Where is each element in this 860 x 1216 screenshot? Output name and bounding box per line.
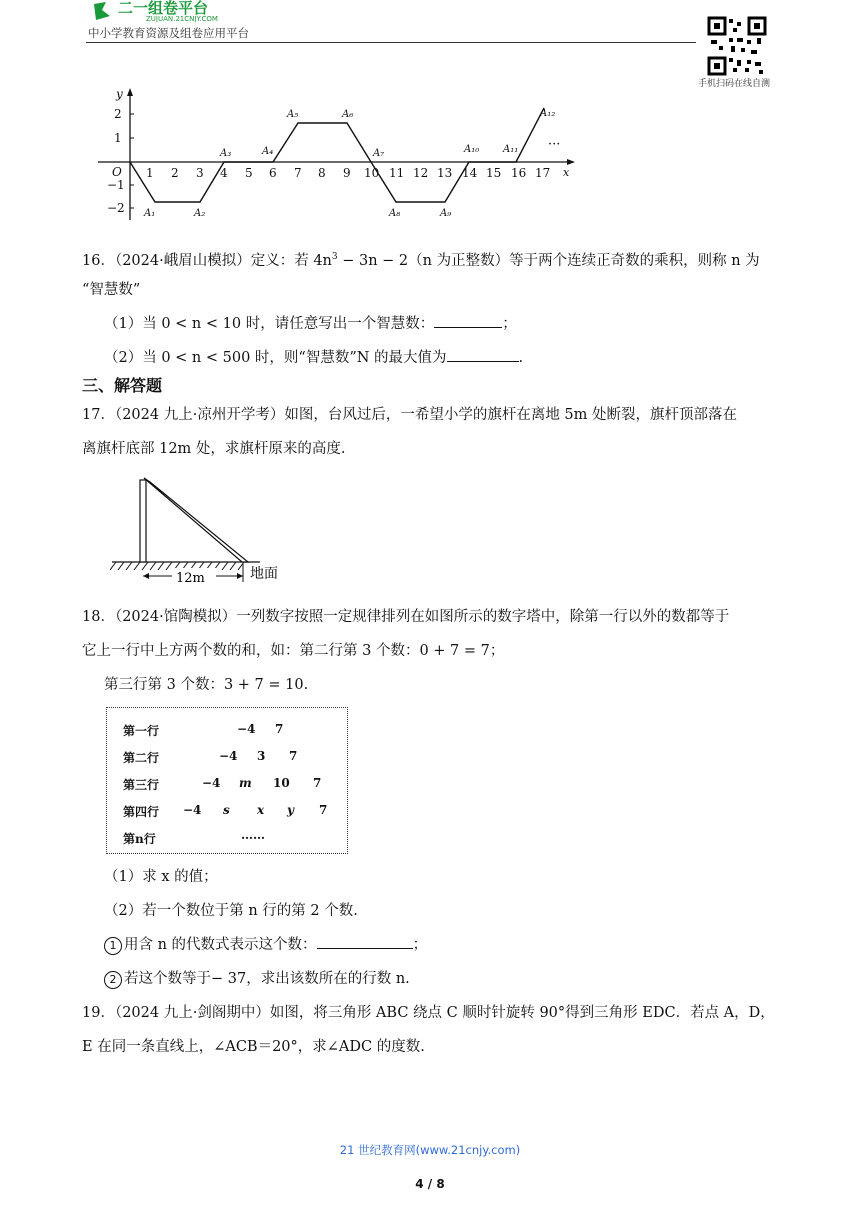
tower-cell: s [223,803,230,817]
point-label-a3: A₃ [220,148,232,159]
q16-line2: “智慧数” [82,282,141,298]
tower-row-label: 第一行 [123,724,160,738]
x-tick-1: 1 [146,166,154,180]
zigzag-graph [96,84,586,224]
q16-sub2-blank[interactable] [447,347,519,362]
q19-line1: 19．（2024 九上·剑阁期中）如图，将三角形 ABC 绕点 C 顺时针旋转 90°得到三角形 EDC．若点 A，D， [82,1005,775,1021]
qr-caption: 手机扫码在线自测 [698,79,771,89]
qr-code-icon[interactable] [707,16,767,76]
tower-cell: m [239,776,252,790]
x-tick-15: 15 [486,166,502,180]
tower-row-label: 第n行 [123,832,156,846]
tower-cell: 10 [273,776,290,790]
number-tower [106,707,348,854]
x-axis-label: x [563,166,570,179]
point-label-a10: A₁₀ [464,144,480,155]
point-label-a6: A₆ [342,109,354,120]
tower-cell: 3 [257,749,266,763]
point-label-a11: A₁₁ [503,144,519,155]
point-label-a8: A₈ [389,208,401,219]
tower-cell: 7 [275,722,284,736]
x-tick-6: 6 [269,166,277,180]
x-tick-17: 17 [535,166,551,180]
tower-cell: 7 [319,803,328,817]
site-logo [88,0,278,22]
x-tick-12: 12 [413,166,429,180]
point-label-a2: A₂ [194,208,206,219]
point-label-a7: A₇ [373,148,385,159]
tower-cell: −4 [183,803,202,817]
logo-subtext: ZUJUAN.21CNJY.COM [146,15,218,22]
tower-cell: 7 [289,749,298,763]
q18-sub2a: 1 用含 n 的代数式表示这个数： ； [104,934,427,956]
point-label-a12: A₁₂ [540,108,556,119]
q18-sub1: （1）求 x 的值； [104,869,218,885]
x-tick-10: 10 [364,166,380,180]
x-tick-16: 16 [511,166,527,180]
x-tick-14: 14 [462,166,478,180]
y-axis-label: y [116,87,123,101]
tower-cell: −4 [202,776,221,790]
q18-sub2: （2）若一个数位于第 n 行的第 2 个数. [104,903,358,919]
q18-sub2a-blank[interactable] [317,934,413,949]
tower-cell: …… [241,828,265,842]
ground-label: 地面 [250,566,278,582]
x-tick-2: 2 [171,166,179,180]
logo-text: 二一组卷平台 [118,0,209,17]
q16-sub2: （2）当 0 < n < 500 时，则“智慧数”N 的最大值为 . [104,347,523,369]
flagpole-figure [110,474,300,586]
q16-sub1: （1）当 0 < n < 10 时，请任意写出一个智慧数： ； [104,313,517,335]
tower-cell: −4 [219,749,238,763]
x-tick-3: 3 [196,166,204,180]
origin-label: O [112,165,122,179]
header-divider [86,42,696,43]
point-label-a4: A₄ [262,146,274,157]
q18-sub2b: 2 若这个数等于− 37，求出该数所在的行数 n. [104,968,410,990]
zigzag-path [130,108,544,202]
tower-row-label: 第三行 [123,778,160,792]
graph-ellipsis: ··· [548,137,561,152]
x-tick-9: 9 [343,166,351,180]
section-heading: 三、解答题 [82,376,163,395]
y-tick-2: 2 [114,107,122,121]
q18-line3: 第三行第 3 个数：3 + 7 = 10. [104,677,309,693]
y-tick-neg1: −1 [107,178,125,192]
q17-line2: 离旗杆底部 12m 处，求旗杆原来的高度. [82,441,346,457]
q18-line2: 它上一行中上方两个数的和，如：第二行第 3 个数：0 + 7 = 7； [82,643,505,659]
x-tick-11: 11 [389,166,405,180]
x-tick-13: 13 [437,166,453,180]
q16-line1: 16．（2024·峨眉山模拟）定义：若 $4n^3 - 3n - 2(n$ 为正整数）等于两个连续正奇数的乘积，则称 n 为 [82,252,760,269]
page-number: 4 / 8 [415,1177,445,1191]
x-tick-4: 4 [220,166,228,180]
q19-line2: E 在同一条直线上，∠ACB＝20°，求∠ADC 的度数. [82,1039,425,1055]
circled-number: 1 [104,937,122,955]
tower-row-label: 第二行 [123,751,160,765]
length-label: 12m [176,571,205,586]
point-label-a1: A₁ [144,208,156,219]
header-subtitle: 中小学教育资源及组卷应用平台 [88,26,249,40]
circled-number: 2 [104,971,122,989]
tower-cell: x [257,803,265,817]
point-label-a9: A₉ [440,208,452,219]
y-tick-1: 1 [114,131,122,145]
tower-cell: 7 [313,776,322,790]
x-tick-5: 5 [245,166,253,180]
tower-cell: −4 [237,722,256,736]
x-tick-7: 7 [294,166,302,180]
q17-line1: 17．（2024 九上·凉州开学考）如图，台风过后，一希望小学的旗杆在离地 5m 处断裂，旗杆顶部落在 [82,407,738,423]
footer-site-link[interactable]: 21 世纪教育网(www.21cnjy.com) [339,1143,521,1157]
tower-cell: y [287,803,294,817]
point-label-a5: A₅ [287,109,299,120]
tower-row-label: 第四行 [123,805,160,819]
x-tick-8: 8 [318,166,326,180]
q16-sub1-blank[interactable] [434,313,502,328]
q18-line1: 18．（2024·馆陶模拟）一列数字按照一定规律排列在如图所示的数字塔中，除第一行以外的数都等于 [82,609,730,625]
y-tick-neg2: −2 [107,201,125,215]
